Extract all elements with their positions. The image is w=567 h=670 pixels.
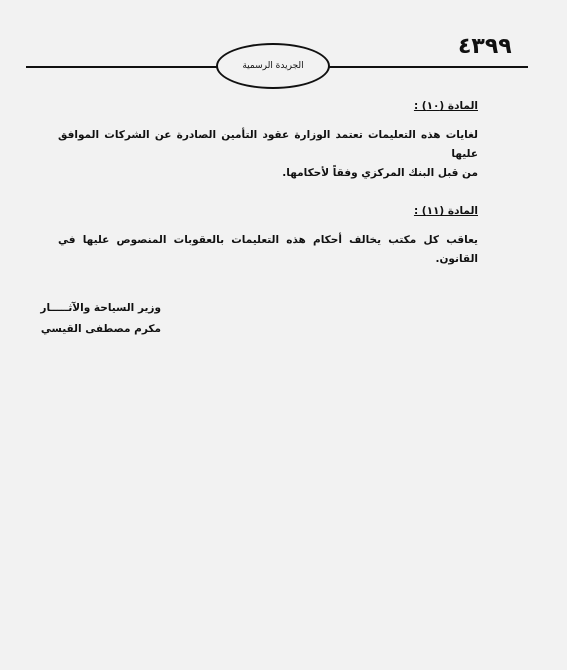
- gazette-label: الجريدة الرسمية: [242, 61, 304, 71]
- article-11-heading: المادة (١١) :: [413, 205, 478, 217]
- signature-name: مكرم مصطفى القيسي: [40, 323, 161, 335]
- article-11-body: [58, 231, 478, 269]
- article-11-line-1: يعاقب كل مكتب يخالف أحكام هذه التعليمات بالعقوبات المنصوص عليها في القانون.: [58, 234, 478, 265]
- article-10-body: [58, 126, 478, 183]
- page-number: ٤٣٩٩: [458, 34, 512, 59]
- article-10-heading: المادة (١٠) :: [413, 100, 478, 112]
- article-10-line-2: من قبل البنك المركزي وفقاً لأحكامها.: [282, 167, 478, 179]
- signature-title: وزير السياحة والآثـــــار: [40, 302, 161, 314]
- article-10-line-1: لغايات هذه التعليمات تعتمد الوزارة عقود التأمين الصادرة عن الشركات الموافق عليها: [58, 129, 478, 160]
- gazette-oval: [216, 43, 330, 89]
